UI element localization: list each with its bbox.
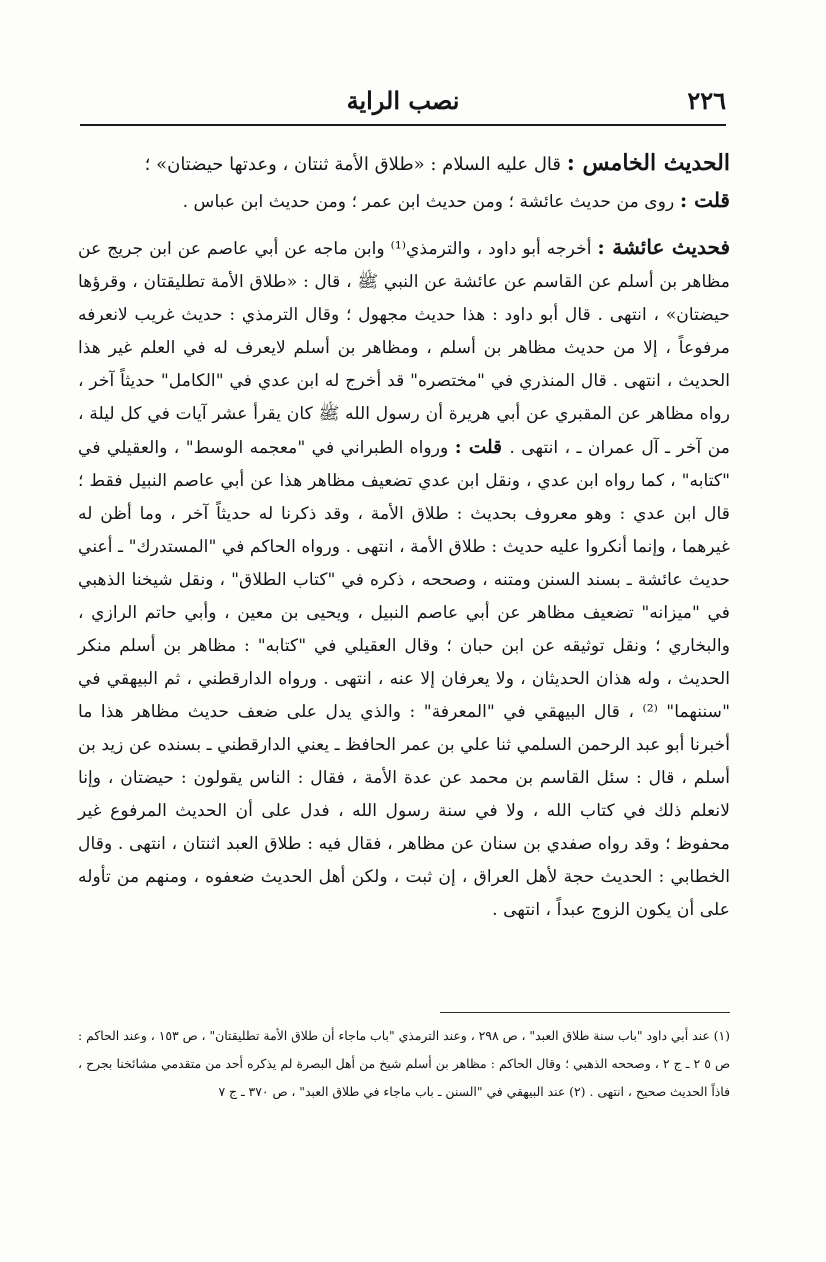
paragraph-text: أخرجه أبو داود ، والترمذي⁽¹⁾ وابن ماجه عن أبي عاصم عن ابن جريج عن مظاهر بن أسلم عن القاسم عن عائشة عن النبي ﷺ ، قال : «طلاق الأمة تطليقتان ، وقرؤها حيضتان» ، انتهى . قال أبو داود : هذا حديث مجهول ؛ وقال الترمذي : حديث غريب لانعرفه مرفوعاً ، إلا من حديث مظاهر بن أسلم ، ومظاهر بن أسلم لايعرف له في العلم غير هذا الحديث ، انتهى . قال المنذري في "مختصره" قد أخرج له ابن عدي في "الكامل" حديثاً آخر ، رواه مظاهر عن المقبري عن أبي هريرة أن رسول الله ﷺ كان يقرأ عشر آيات في كل ليلة ، من آخر ـ آل عمران ـ ، انتهى . (78, 239, 730, 458)
paragraph-qultu (78, 184, 730, 219)
paragraph-text: قال عليه السلام : «طلاق الأمة ثنتان ، وعدتها حيضتان» ؛ (144, 154, 567, 175)
footnote-separator (440, 1012, 730, 1013)
page-header (80, 84, 726, 122)
inline-qultu: قلت : (454, 437, 510, 458)
paragraph-text: روى من حديث عائشة ؛ ومن حديث ابن عمر ؛ ومن حديث ابن عباس . (182, 192, 680, 212)
paragraph-hadith-aisha (78, 231, 730, 927)
heading-qultu: قلت : (679, 188, 730, 212)
running-title: نصب الراية (346, 86, 460, 115)
heading-hadith-aisha: فحديث عائشة : (597, 235, 730, 259)
header-rule (80, 124, 726, 126)
footnotes (78, 1022, 730, 1106)
paragraph-text: ورواه الطبراني في "معجمه الوسط" ، والعقيلي في "كتابه" ، كما رواه ابن عدي ، ونقل ابن عدي تضعيف مظاهر هذا عن أبي عاصم النبيل فقط ؛ قال ابن عدي : وهو معروف بحديث : طلاق الأمة ، وقد ذكرنا له حديثاً آخر ، وما أظن له غيرهما ، وإنما أنكروا عليه حديث : طلاق الأمة ، انتهى . ورواه الحاكم في "المستدرك" ـ أعني حديث عائشة ـ بسند السنن ومتنه ، وصححه ، ذكره في "كتاب الطلاق" ، ونقل شيخنا الذهبي في "ميزانه" تضعيف مظاهر عن أبي عاصم النبيل ، ويحيى بن معين ، وأبي حاتم الرازي ، والبخاري ؛ ونقل توثيقه عن ابن حبان ؛ وقال العقيلي في "كتابه" : مظاهر بن أسلم منكر الحديث ، وله هذان الحديثان ، ولا يعرفان إلا عنه ، انتهى . ورواه الدارقطني ، ثم البيهقي في "سننهما" ⁽²⁾ ، قال البيهقي في "المعرفة" : والذي يدل على ضعف حديث مظاهر هذا ما أخبرنا أبو عبد الرحمن السلمي ثنا علي بن عمر الحافظ ـ يعني الدارقطني ـ بسنده عن زيد بن أسلم ، قال : سئل القاسم بن محمد عن عدة الأمة ، فقال : الناس يقولون : حيضتان ، وإنا لانعلم ذلك في كتاب الله ، ولا في سنة رسول الله ، فدل على أن الحديث المرفوع غير محفوظ ؛ وقد رواه صفدي بن سنان عن مظاهر ، فقال فيه : طلاق العبد اثنتان ، انتهى . وقال الخطابي : الحديث حجة لأهل العراق ، إن ثبت ، ولكن أهل الحديث ضعفوه ، ومنهم من تأوله على أن يكون الزوج عبداً ، انتهى . (78, 438, 730, 920)
heading-hadith-fifth: الحديث الخامس : (566, 150, 730, 176)
footnote-text: (١) عند أبي داود "باب سنة طلاق العبد" ، ص ٢٩٨ ، وعند الترمذي "باب ماجاء أن طلاق الأمة تطليقتان" ، ص ١٥٣ ، وعند الحاكم : ص ٥ ٢ ـ ج ٢ ، وصححه الذهبي ؛ وقال الحاكم : مظاهر بن أسلم شيخ من أهل البصرة لم يذكره أحد من متقدمي مشائخنا بجرح ، فاذاً الحديث صحيح ، انتهى . (٢) عند البيهقي في "السنن ـ باب ماجاء في طلاق العبد" ، ص ٣٧٠ ـ ج ٧ (78, 1028, 730, 1099)
page-number: ٢٢٦ (687, 86, 726, 115)
paragraph-hadith-fifth (78, 146, 730, 182)
main-text (78, 146, 730, 927)
